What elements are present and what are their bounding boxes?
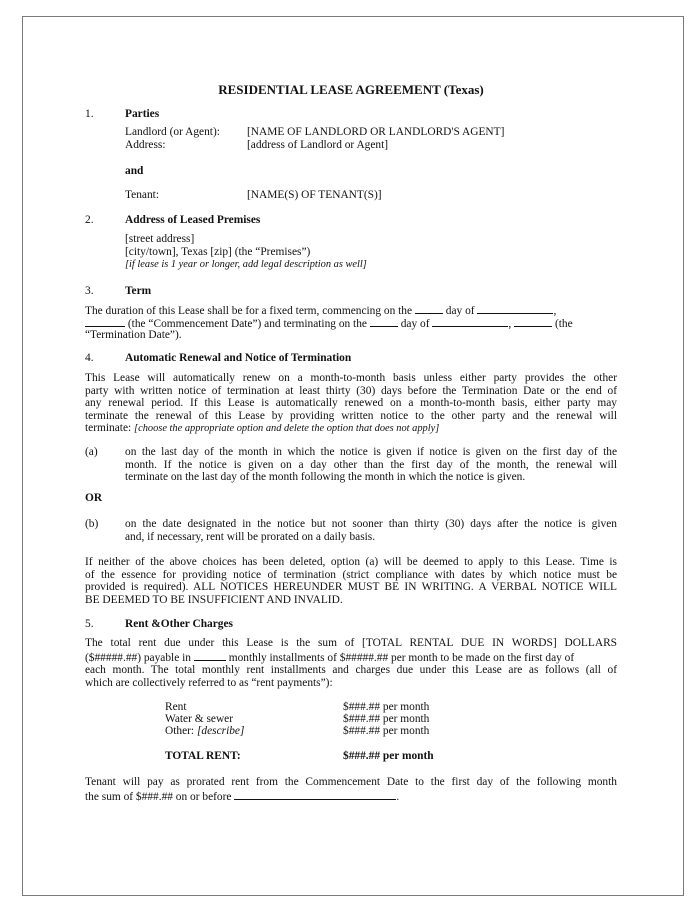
prorated-date-blank [234,789,396,800]
other-charges-value: $###.## per month [343,725,430,737]
total-rent-value: $###.## per month [343,750,434,762]
landlord-label: Landlord (or Agent): [125,126,220,138]
term-text: The duration of this Lease shall be for a fixed term, commencing on the [85,305,413,317]
total-rent-label: TOTAL RENT: [165,750,241,762]
street-address: [street address] [125,233,195,245]
section-number: 2. [85,214,94,226]
paragraph-line: This Lease will automatically renew on a month-to-month basis unless either party provides the other [85,372,617,384]
term-text: (the [554,318,573,330]
paragraph-text: the sum of $###.## on or before [85,790,232,803]
section-heading: Automatic Renewal and Notice of Termination [125,352,352,364]
section-heading: Rent &Other Charges [125,618,233,630]
paragraph-line: terminate on the last day of the month following the month in which the notice is given. [125,471,526,484]
term-line-2: (the “Commencement Date”) and terminating on the day of , (the [85,316,617,331]
and-label: and [125,165,144,177]
section-number: 1. [85,108,94,120]
option-a-label: (a) [85,446,98,458]
termination-month-blank [432,316,508,327]
term-text: (the “Commencement Date”) and terminating on the [127,318,367,330]
water-sewer-label: Water & sewer [165,713,234,725]
paragraph-line [85,789,617,804]
paragraph-line: party with written notice of termination at least thirty (30) days before the Termination Date or the end of [85,384,617,397]
paragraph-line: of the essence for providing notice of termination (strict compliance with dates by which notice must be [85,568,617,581]
paragraph-line [85,422,617,436]
commencement-month-blank [477,303,553,314]
option-a-text [125,446,617,484]
term-text: day of [400,318,430,330]
installments-count-blank [194,650,226,661]
paragraph-line [85,650,617,665]
termination-date-label: “Termination Date”). [85,329,182,341]
paragraph-text: terminate: [85,422,132,435]
commencement-year-blank [85,316,125,327]
commencement-day-blank [415,303,443,314]
document-title: RESIDENTIAL LEASE AGREEMENT (Texas) [218,82,484,97]
termination-year-blank [514,316,552,327]
city-line: [city/town], Texas [zip] (the “Premises”) [125,246,311,258]
paragraph-line: on the date designated in the notice but not sooner than thirty (30) days after the notice is given [125,518,617,530]
paragraph-text: ($#####.##) payable in [85,651,191,664]
paragraph-line: month. If the notice is given on a day other than the first day of the month, the renewal will [125,458,617,471]
rent-value: $###.## per month [343,701,430,713]
section-number: 5. [85,618,94,630]
paragraph-line: and, if necessary, rent will be prorated on a daily basis. [125,530,376,543]
other-charges-label [165,725,244,738]
paragraph-line: If neither of the above choices has been deleted, option (a) will be deemed to apply to this Lease. Time is [85,556,617,568]
section-number: 4. [85,352,94,364]
or-label: OR [85,492,103,504]
paragraph-line: Tenant will pay as prorated rent from the Commencement Date to the first day of the following month [85,776,617,788]
notice-paragraph [85,556,617,606]
address-label: Address: [125,139,166,151]
paragraph-line: provided is required). ALL NOTICES HEREUNDER MUST BE IN WRITING. A VERBAL NOTICE WILL [85,581,617,594]
section-heading: Parties [125,108,160,120]
term-text: day of [445,305,475,317]
section-heading: Term [125,285,152,297]
tenant-value: [NAME(S) OF TENANT(S)] [247,189,382,201]
tenant-label: Tenant: [125,189,159,201]
section-heading: Address of Leased Premises [125,214,261,226]
paragraph-line: on the last day of the month in which the notice is given if notice is given on the first day of the [125,446,617,458]
rent-label: Rent [165,701,187,713]
describe-note: [describe] [196,725,245,737]
landlord-value: [NAME OF LANDLORD OR LANDLORD'S AGENT] [247,126,505,138]
option-b-text [125,518,617,543]
option-b-label: (b) [85,518,99,530]
paragraph-line: The total rent due under this Lease is the sum of [TOTAL RENTAL DUE IN WORDS] DOLLARS [85,637,617,649]
water-sewer-value: $###.## per month [343,713,430,725]
term-line-1: The duration of this Lease shall be for a fixed term, commencing on the day of , [85,305,557,317]
other-label-text: Other: [165,725,195,737]
paragraph-line: terminate the renewal of this Lease by providing written notice to the other party and the renewal will [85,409,617,422]
paragraph-line: BE DEEMED TO BE INSUFFICIENT AND INVALID. [85,593,343,606]
prorated-paragraph [85,776,617,803]
termination-day-blank [370,316,398,327]
paragraph-line: any renewal period. If this Lease is automatically renewed on a month-to-month basis, either party may [85,397,617,410]
address-value: [address of Landlord or Agent] [247,139,389,151]
paragraph-text: . [396,790,400,803]
paragraph-line: each month. The total monthly rent installments and charges due under this Lease are as follows (all of [85,664,617,677]
legal-description-note: [if lease is 1 year or longer, add legal description as well] [125,259,367,270]
instruction-note: [choose the appropriate option and delete the option that does not apply] [134,423,440,435]
section-number: 3. [85,285,94,297]
paragraph-line: which are collectively referred to as “rent payments”): [85,676,333,689]
rent-paragraph [85,637,617,689]
renewal-paragraph [85,372,617,436]
paragraph-text: monthly installments of $#####.## per month to be made on the first day of [228,651,575,664]
